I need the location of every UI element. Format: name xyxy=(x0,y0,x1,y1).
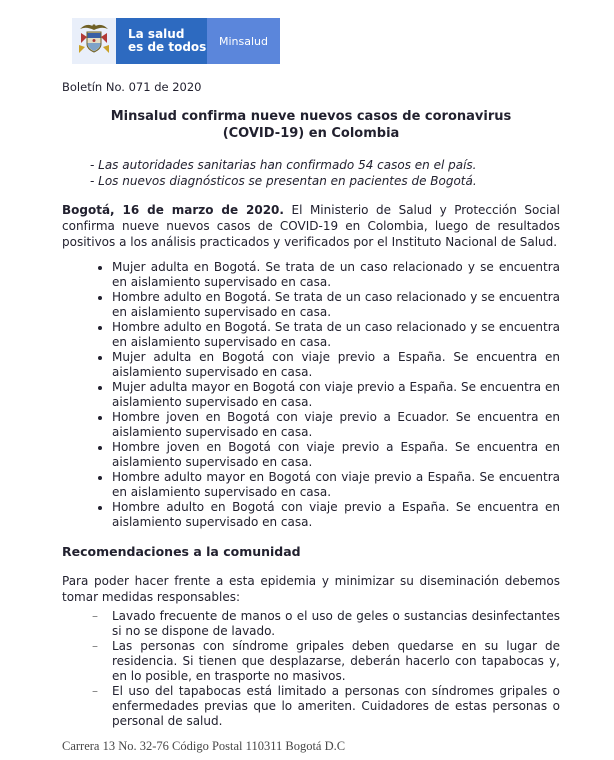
case-item: • Hombre joven en Bogotá con viaje previo a España. Se encuentra en aislamiento supervisado en casa. xyxy=(112,440,560,470)
colombia-coat-of-arms-icon xyxy=(72,18,116,64)
highlight-lines xyxy=(62,157,560,189)
recommendations-intro: Para poder hacer frente a esta epidemia y minimizar su diseminación debemos tomar medidas responsables: xyxy=(62,574,560,604)
recommendation-item: – Las personas con síndrome gripales deben quedarse en su lugar de residencia. Si tienen que desplazarse, deberán hacerlo con tapabocas y, en lo posible, en trasporte no masivos. xyxy=(112,639,560,684)
logo-tagline-line2: es de todos xyxy=(128,40,207,54)
logo-tagline xyxy=(116,18,207,64)
case-item: • Mujer adulta en Bogotá. Se trata de un caso relacionado y se encuentra en aislamiento supervisado en casa. xyxy=(112,260,560,290)
bulletin-number: Boletín No. 071 de 2020 xyxy=(62,80,202,94)
case-item: • Hombre adulto en Bogotá. Se trata de un caso relacionado y se encuentra en aislamiento supervisado en casa. xyxy=(112,290,560,320)
case-item: • Hombre joven en Bogotá con viaje previo a Ecuador. Se encuentra en aislamiento supervisado en casa. xyxy=(112,410,560,440)
recommendation-item: – Lavado frecuente de manos o el uso de geles o sustancias desinfectantes si no se dispone de lavado. xyxy=(112,609,560,639)
recommendation-list xyxy=(62,609,560,729)
case-item: • Hombre adulto en Bogotá. Se trata de un caso relacionado y se encuentra en aislamiento supervisado en casa. xyxy=(112,320,560,350)
case-list xyxy=(62,260,560,530)
case-item: • Mujer adulta en Bogotá con viaje previo a España. Se encuentra en aislamiento supervisado en casa. xyxy=(112,350,560,380)
dateline: Bogotá, 16 de marzo de 2020. xyxy=(62,203,284,217)
intro-text: El Ministerio de Salud y Protección Social confirma nueve nuevos casos de COVID-19 en Colombia, luego de resultados positivos a los análisis practicados y verificados por el Instituto Nacional de Salud. xyxy=(62,203,560,249)
page-title: Minsalud confirma nueve nuevos casos de coronavirus (COVID-19) en Colombia xyxy=(110,109,512,141)
recommendation-item: – El uso del tapabocas está limitado a personas con síndromes gripales o enfermedades previas que lo ameriten. Cuidadores de estas personas o personal de salud. xyxy=(112,684,560,729)
highlight-line: - Las autoridades sanitarias han confirmado 54 casos en el país. xyxy=(90,158,477,172)
case-item: • Hombre adulto en Bogotá con viaje previo a España. Se encuentra en aislamiento supervisado en casa. xyxy=(112,500,560,530)
highlight-line: - Los nuevos diagnósticos se presentan en pacientes de Bogotá. xyxy=(90,174,477,188)
logo-tagline-line1: La salud xyxy=(128,26,185,41)
case-item: • Mujer adulta mayor en Bogotá con viaje previo a España. Se encuentra en aislamiento supervisado en casa. xyxy=(112,380,560,410)
footer-address: Carrera 13 No. 32-76 Código Postal 110311 Bogotá D.C xyxy=(62,739,346,753)
recommendations-heading: Recomendaciones a la comunidad xyxy=(62,544,301,559)
header-logo xyxy=(72,18,280,64)
intro-paragraph xyxy=(62,202,560,250)
case-item: • Hombre adulto mayor en Bogotá con viaje previo a España. Se encuentra en aislamiento supervisado en casa. xyxy=(112,470,560,500)
logo-brand-badge: Minsalud xyxy=(207,18,280,64)
